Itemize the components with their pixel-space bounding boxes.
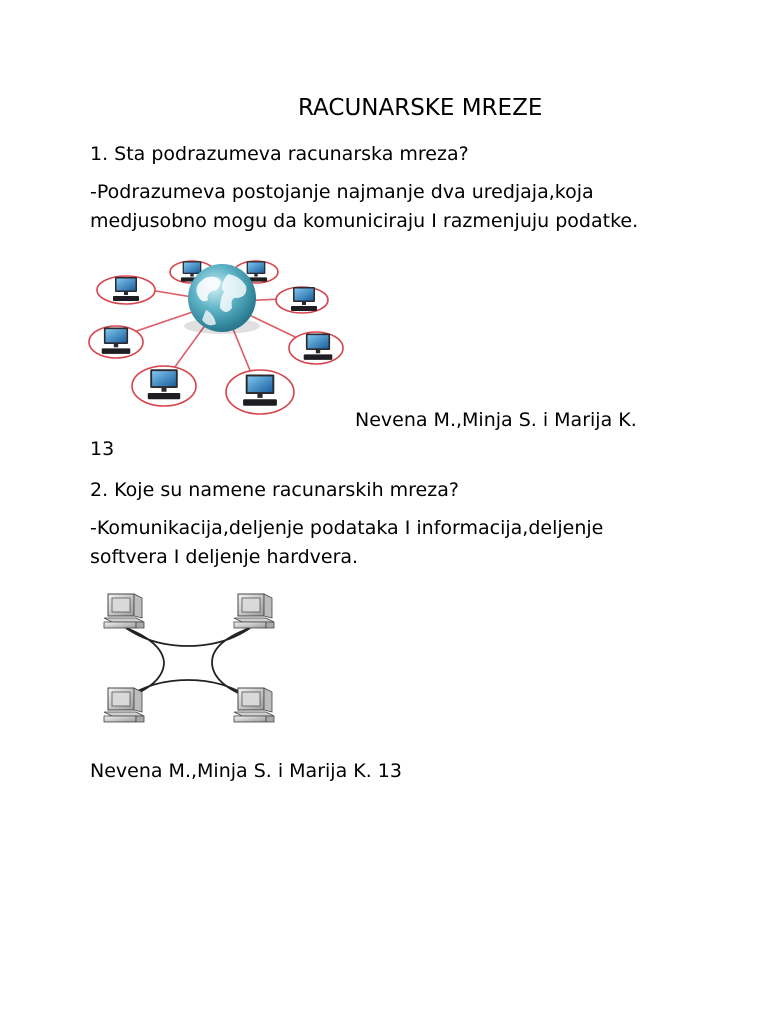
document-title: RACUNARSKE MREZE [298,95,543,121]
figure-2-caption: Nevena M.,Minja S. i Marija K. 13 [90,760,402,782]
answer-1-line-1: -Podrazumeva postojanje najmanje dva uredjaja,koja [90,181,594,203]
four-computer-network-illustration [92,586,284,738]
answer-2-line-1: -Komunikacija,deljenje podataka I informacija,deljenje [90,517,604,539]
question-1: 1. Sta podrazumeva racunarska mreza? [90,143,469,165]
question-2: 2. Koje su namene racunarskih mreza? [90,479,459,501]
globe-network-illustration [88,252,358,424]
answer-1-line-2: medjusobno mogu da komuniciraju I razmenjuju podatke. [90,210,639,232]
figure-1-caption-line-1: Nevena M.,Minja S. i Marija K. [355,409,637,431]
answer-2-line-2: softvera I deljenje hardvera. [90,546,359,568]
figure-1-caption-line-2: 13 [90,438,115,460]
